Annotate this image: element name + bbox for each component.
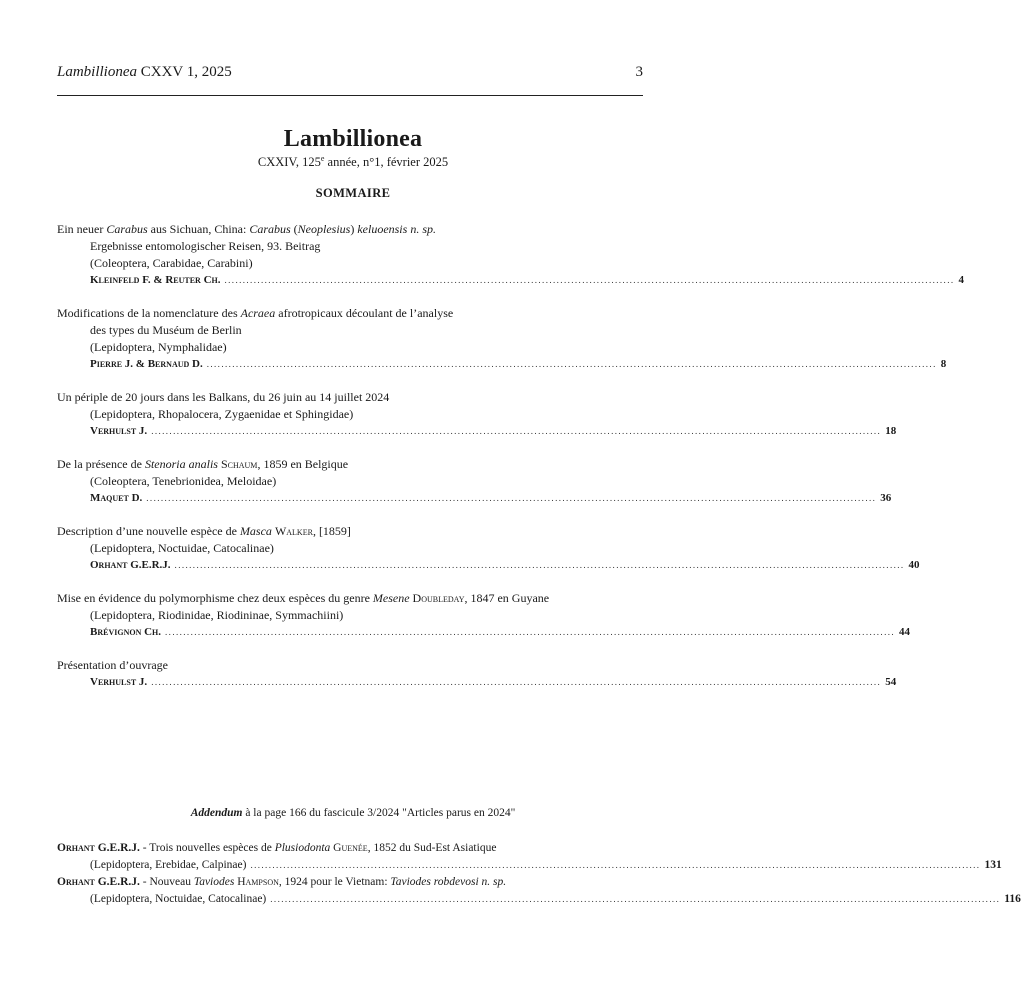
addendum-label: Addendum xyxy=(190,807,243,819)
leader-dots: ........................................................................................................................................................................................................ xyxy=(146,493,877,503)
addendum-entry[interactable] xyxy=(57,840,1002,874)
title-text: - Trois nouvelles espèces de xyxy=(139,842,275,854)
entry-title xyxy=(57,305,643,322)
entry-classification: (Lepidoptera, Noctuidae, Catocalinae) xyxy=(90,541,274,555)
entry-classification: (Lepidoptera, Riodinidae, Riodininae, Symmachiini) xyxy=(90,608,344,622)
title-taxon: Stenoria analis xyxy=(144,457,218,471)
addendum-entry[interactable] xyxy=(57,874,1021,908)
entry-author-line xyxy=(57,423,897,440)
title-taxon-author: Hampson xyxy=(237,876,279,888)
entry-subtitle: des types du Muséum de Berlin xyxy=(90,323,242,337)
title-taxon-author: Doubleday xyxy=(412,591,465,605)
running-head-journal xyxy=(57,64,232,81)
entry-author: Kleinfeld F. & Reuter Ch. xyxy=(90,274,221,286)
title-text: Ein neuer xyxy=(57,222,107,236)
title-text: aus Sichuan, China: xyxy=(147,222,250,236)
entry-author-line xyxy=(57,557,920,574)
entry-title xyxy=(57,590,643,607)
subtitle-volume: CXXIV, 125 xyxy=(257,155,321,169)
leader-dots: ........................................................................................................................................................................................................ xyxy=(270,894,1001,904)
title-taxon: Mesene xyxy=(372,591,410,605)
title-text: Modifications de la nomenclature des xyxy=(57,306,241,320)
entry-author: Verhulst J. xyxy=(90,425,148,437)
leader-dots: ........................................................................................................................................................................................................ xyxy=(250,860,981,870)
toc-entry[interactable] xyxy=(57,590,911,641)
title-text: , 1847 en Guyane xyxy=(464,591,550,605)
title-taxon: Acraea xyxy=(240,306,276,320)
title-taxon: Plusiodonta xyxy=(274,842,331,854)
entry-title xyxy=(57,523,643,540)
title-taxon: Neoplesius xyxy=(297,222,351,236)
title-text: Description d’une nouvelle espèce de xyxy=(57,524,240,538)
title-taxon: Taviodes robdevosi n. sp. xyxy=(390,876,507,888)
entry-page: 40 xyxy=(908,559,920,571)
toc-entry[interactable] xyxy=(57,389,897,440)
leader-dots: ........................................................................................................................................................................................................ xyxy=(151,677,882,687)
toc-list xyxy=(57,221,964,707)
addendum-note xyxy=(0,807,706,819)
title-text: afrotropicaux découlant de l’analyse xyxy=(275,306,454,320)
masthead xyxy=(0,124,706,170)
leader-dots: ........................................................................................................................................................................................................ xyxy=(151,426,882,436)
entry-title xyxy=(57,456,643,473)
subtitle-date: année, n°1, février 2025 xyxy=(324,155,449,169)
toc-entry[interactable] xyxy=(57,657,897,691)
title-taxon: Carabus xyxy=(106,222,148,236)
entry-author: Pierre J. & Bernaud D. xyxy=(90,358,203,370)
entry-page: 36 xyxy=(880,492,892,504)
entry-author: Maquet D. xyxy=(90,492,143,504)
addendum-text: à la page 166 du fascicule 3/2024 "Articles parus en 2024" xyxy=(242,807,516,819)
entry-page: 54 xyxy=(885,676,897,688)
addendum-page: 131 xyxy=(984,859,1002,871)
page-number: 3 xyxy=(635,64,643,80)
entry-classification: (Coleoptera, Tenebrionidea, Meloidae) xyxy=(90,474,277,488)
addendum-page: 116 xyxy=(1004,893,1021,905)
title-taxon: Taviodes xyxy=(193,876,235,888)
subtitle-ordinal: e xyxy=(320,153,325,163)
addendum-entry-title xyxy=(57,840,643,857)
entry-page: 4 xyxy=(958,274,964,286)
title-text: ) xyxy=(350,222,358,236)
addendum-classification-line xyxy=(57,857,1002,874)
addendum-author: Orhant G.E.R.J. xyxy=(57,842,140,854)
leader-dots: ........................................................................................................................................................................................................ xyxy=(174,560,905,570)
entry-author-line xyxy=(57,674,897,691)
title-taxon: Carabus xyxy=(249,222,291,236)
leader-dots: ........................................................................................................................................................................................................ xyxy=(165,627,896,637)
entry-author: Brévignon Ch. xyxy=(90,626,162,638)
addendum-list xyxy=(57,840,1021,908)
title-text: , 1852 du Sud-Est Asiatique xyxy=(367,842,497,854)
title-taxon-author: Guenée xyxy=(333,842,368,854)
entry-classification: (Lepidoptera, Nymphalidae) xyxy=(90,340,227,354)
addendum-classification-line xyxy=(57,891,1021,908)
entry-author-line xyxy=(57,490,892,507)
entry-classification: (Coleoptera, Carabidae, Carabini) xyxy=(90,256,253,270)
masthead-title: Lambillionea xyxy=(283,126,423,152)
entry-page: 44 xyxy=(899,626,911,638)
leader-dots: ........................................................................................................................................................................................................ xyxy=(206,359,937,369)
title-text: ( xyxy=(290,222,298,236)
journal-name: Lambillionea xyxy=(57,64,138,80)
title-text: , [1859] xyxy=(312,524,351,538)
entry-author: Verhulst J. xyxy=(90,676,148,688)
header-rule xyxy=(57,95,643,96)
title-text: , 1859 en Belgique xyxy=(257,457,349,471)
entry-title xyxy=(57,221,643,238)
entry-title xyxy=(57,657,643,674)
title-taxon-author: Schaum xyxy=(220,457,258,471)
addendum-classification: (Lepidoptera, Erebidae, Calpinae) xyxy=(90,859,247,871)
title-text: De la présence de xyxy=(57,457,145,471)
entry-page: 8 xyxy=(940,358,947,370)
addendum-classification: (Lepidoptera, Noctuidae, Catocalinae) xyxy=(90,893,267,905)
addendum-entry-title xyxy=(57,874,643,891)
title-text: Mise en évidence du polymorphisme chez deux espèces du genre xyxy=(57,591,373,605)
toc-entry[interactable] xyxy=(57,523,920,574)
title-text: - Nouveau xyxy=(139,876,194,888)
addendum-author: Orhant G.E.R.J. xyxy=(57,876,140,888)
toc-entry[interactable] xyxy=(57,221,964,289)
entry-title xyxy=(57,389,643,406)
title-taxon: Masca xyxy=(239,524,272,538)
toc-entry[interactable] xyxy=(57,456,892,507)
masthead-subtitle xyxy=(0,154,706,170)
leader-dots: ........................................................................................................................................................................................................ xyxy=(224,275,955,285)
title-taxon-author: Walker xyxy=(274,524,313,538)
entry-author-line xyxy=(57,624,911,641)
sommaire-heading: SOMMAIRE xyxy=(315,186,391,200)
toc-entry[interactable] xyxy=(57,305,947,373)
title-taxon: keluoensis n. sp. xyxy=(357,222,436,236)
entry-author: Orhant G.E.R.J. xyxy=(90,559,171,571)
title-text: , 1924 pour le Vietnam: xyxy=(278,876,391,888)
running-head xyxy=(57,64,643,86)
journal-issue: CXXV 1, 2025 xyxy=(137,64,232,80)
entry-author-line xyxy=(57,356,947,373)
title-text: Un périple de 20 jours dans les Balkans, du 26 juin au 14 juillet 2024 xyxy=(57,390,390,404)
entry-page: 18 xyxy=(885,425,897,437)
title-text: Présentation d’ouvrage xyxy=(57,658,168,672)
entry-author-line xyxy=(57,272,964,289)
entry-classification: (Lepidoptera, Rhopalocera, Zygaenidae et Sphingidae) xyxy=(90,407,354,421)
entry-subtitle: Ergebnisse entomologischer Reisen, 93. Beitrag xyxy=(90,239,321,253)
